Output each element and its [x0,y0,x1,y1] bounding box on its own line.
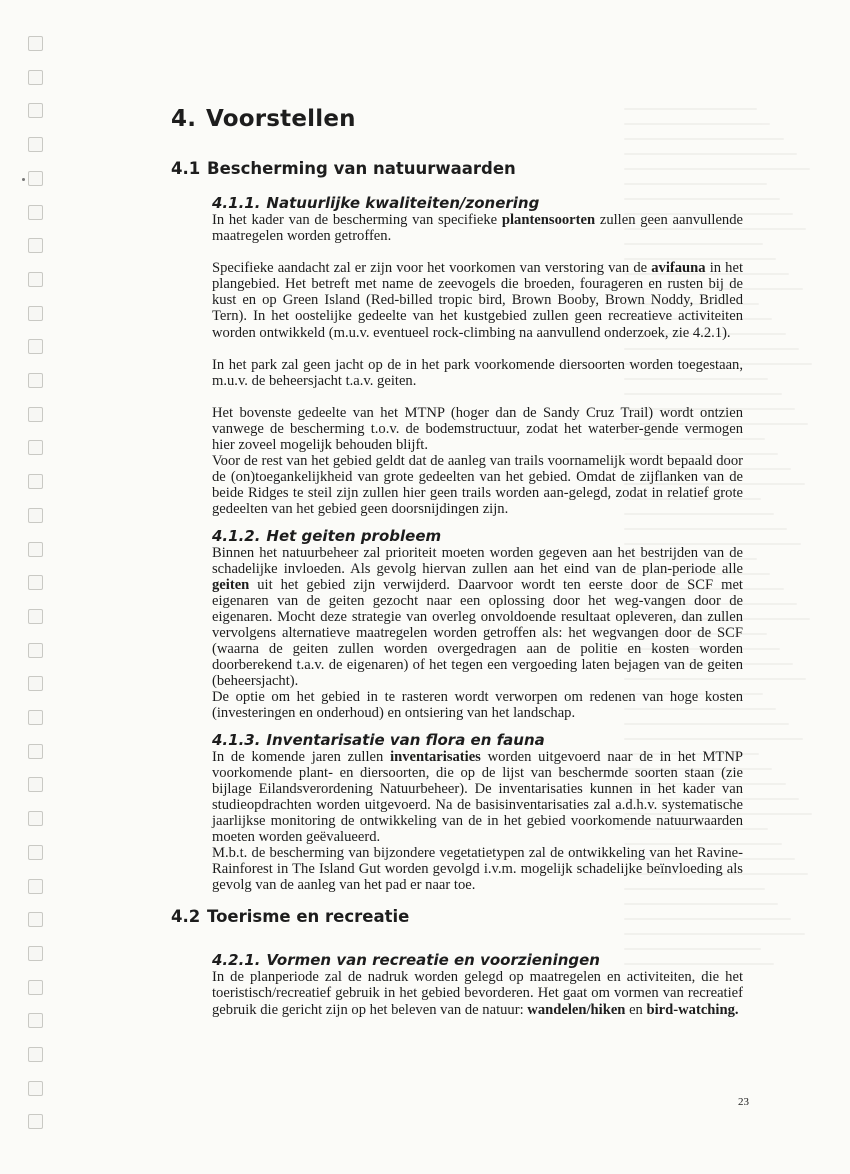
paragraph [212,212,743,244]
section-heading-4-1 [171,159,761,178]
subsection-heading [212,528,743,545]
bold-term: bird-watching. [646,1001,739,1018]
binding-hole [28,373,43,388]
text-run: Specifieke aandacht zal er zijn voor het voorkomen van verstoring van de [212,260,652,277]
page-number: 23 [738,1096,749,1108]
page-content [171,106,761,1018]
paragraph [212,969,743,1017]
paragraph: Voor de rest van het gebied geldt dat de aanleg van trails voornamelijk wordt bepaald door de (on)toegankelijkheid van grote gedeelten van het gebied. Omdat de zijflanken van de beide Ridges te steil zijn zullen hier geen trails worden aan-gelegd, zodat in relatief grote gedeelten van het gebied geen doorsnijdingen zijn. [212,453,743,518]
section-number: 4.2 [171,907,201,927]
bold-term: plantensoorten [501,212,596,228]
subsection-title: Vormen van recreatie en voorzieningen [266,951,600,970]
subsection-heading [212,732,743,749]
bold-term: wandelen/hiken [527,1001,626,1018]
binding-hole [28,205,43,220]
binding-hole [28,643,43,658]
binding-hole [28,710,43,725]
subsection-title: Natuurlijke kwaliteiten/zonering [266,194,540,212]
binding-hole [28,171,43,186]
paragraph: Het bovenste gedeelte van het MTNP (hoger dan de Sandy Cruz Trail) wordt ontzien vanwege de bescherming t.o.v. de bodemstructuur, zodat het waterber-gende vermogen hier zoveel mogelijk behouden blijft. [212,404,743,454]
paragraph [212,260,743,340]
paragraph [212,545,743,690]
subsection-number: 4.2.1. [212,951,261,970]
binding-hole [28,1047,43,1062]
subsection-number: 4.1.3. [212,730,261,749]
binding-hole [28,137,43,152]
section-4-2 [171,907,761,1017]
binding-hole [28,70,43,85]
binding-hole [28,103,43,118]
bold-term: geiten [212,576,250,593]
binding-hole [28,440,43,455]
subsection-4-1-1 [212,195,743,893]
binding-hole [28,912,43,927]
binding-hole [28,1081,43,1096]
paragraph: M.b.t. de bescherming van bijzondere vegetatietypen zal de ontwikkeling van het Ravine-Rainforest in The Island Gut worden gevolgd i.v.m. mogelijk schadelijke beïnvloeding als gevolg van de aanleg van het pad er naar toe. [212,845,743,894]
section-title: Toerisme en recreatie [207,907,410,927]
binding-hole [28,879,43,894]
chapter-heading [171,106,761,132]
binding-hole [28,575,43,590]
text-run: Binnen het natuurbeheer zal prioriteit moeten worden gegeven aan het bestrijden van de schadelijke invloeden. Als gevolg hiervan zullen aan het eind van de plan-periode alle [212,544,743,577]
binding-hole [28,1114,43,1129]
binding-hole [28,845,43,860]
binding-hole [28,542,43,557]
bold-term: inventarisaties [390,748,481,765]
subsection-heading [212,952,743,969]
text-run: en [625,1001,647,1018]
text-run: worden uitgevoerd naar de in het MTNP voorkomende plant- en diersoorten, die op de lijst van beschermde soorten staan (zie bijlage Eilandsverordening Natuurbeheer). De inventarisaties kunnen in het kader van studieopdrachten worden uitgevoerd. Na de basisinventarisaties zal a.d.h.v. systematische jaarlijkse monitoring de ontwikkeling van de in het gebied voorkomende natuurwaarden moeten worden geëvalueerd. [212,748,743,845]
chapter-title: Voorstellen [206,106,356,132]
text-run: uit het gebied zijn verwijderd. Daarvoor wordt ten eerste door de SCF met eigenaren van de geiten gezocht naar een oplossing door het weg-vangen door de eigenaren. Mocht deze strategie van overleg onvoldoende resultaat opleveren, dan zullen vervolgens alternatieve maatregelen worden getroffen als: het wegvangen door de SCF (waarna de geiten zullen worden overgedragen aan de politie en kosten worden doorberekend t.a.v. de eigenaren) of het tegen een vergoeding laten bejagen van de geiten (beheersjacht). [212,576,743,690]
binding-hole [28,946,43,961]
section-heading-4-2 [171,907,761,926]
paragraph [212,749,743,846]
text-run: in het plangebied. Het betreft met name de zeevogels die broeden, fourageren en rusten bij de kust en op Green Island (Red-billed tropic bird, Brown Booby, Brown Noddy, Bridled Tern). In het oostelijke gedeelte van het kustgebied zullen geen recreatieve activiteiten worden ontwikkeld (m.u.v. eventueel rock-climbing na aanvullend onderzoek, zie 4.2.1). [212,260,743,341]
text-run: In het kader van de bescherming van specifieke [212,212,502,228]
subsection-number: 4.1.2. [212,526,261,545]
binding-hole [28,36,43,51]
binding-hole [28,980,43,995]
binding-hole [28,407,43,422]
binding-hole [28,474,43,489]
binding-hole [28,777,43,792]
binding-hole [28,306,43,321]
paragraph: In het park zal geen jacht op de in het park voorkomende diersoorten worden toegestaan, m.u.v. de beheersjacht t.a.v. geiten. [212,356,743,389]
text-run: In de komende jaren zullen [212,748,391,765]
binding-hole [28,272,43,287]
text-run: zullen geen aanvullende maatregelen worden getroffen. [212,212,744,245]
subsection-heading [212,195,743,212]
subsection-4-1-2 [212,528,743,722]
speck [22,178,25,181]
binding-hole [28,238,43,253]
section-number: 4.1 [171,159,201,178]
binding-hole [28,609,43,624]
binding-hole [28,508,43,523]
binding-hole [28,339,43,354]
binding-hole [28,676,43,691]
text-run: In de planperiode zal de nadruk worden gelegd op maatregelen en activiteiten, die het toeristisch/recreatief gebruik in het gebied bevorderen. Het gaat om vormen van recreatief gebruik die gericht zijn op het beleven van de natuur: [212,969,743,1018]
binding-hole [28,744,43,759]
subsection-4-2-1 [212,952,743,1017]
chapter-number: 4. [171,106,197,132]
paragraph: De optie om het gebied in te rasteren wordt verworpen om redenen van hoge kosten (investeringen en onderhoud) en ontsiering van het landschap. [212,689,743,722]
bold-term: avifauna [651,260,706,277]
subsection-number: 4.1.1. [212,194,261,212]
binding-holes [28,36,46,1146]
binding-hole [28,1013,43,1028]
subsection-title: Inventarisatie van flora en fauna [266,730,545,749]
subsection-title: Het geiten probleem [266,526,442,545]
subsection-4-1-3 [212,732,743,894]
binding-hole [28,811,43,826]
section-title: Bescherming van natuurwaarden [207,159,516,178]
